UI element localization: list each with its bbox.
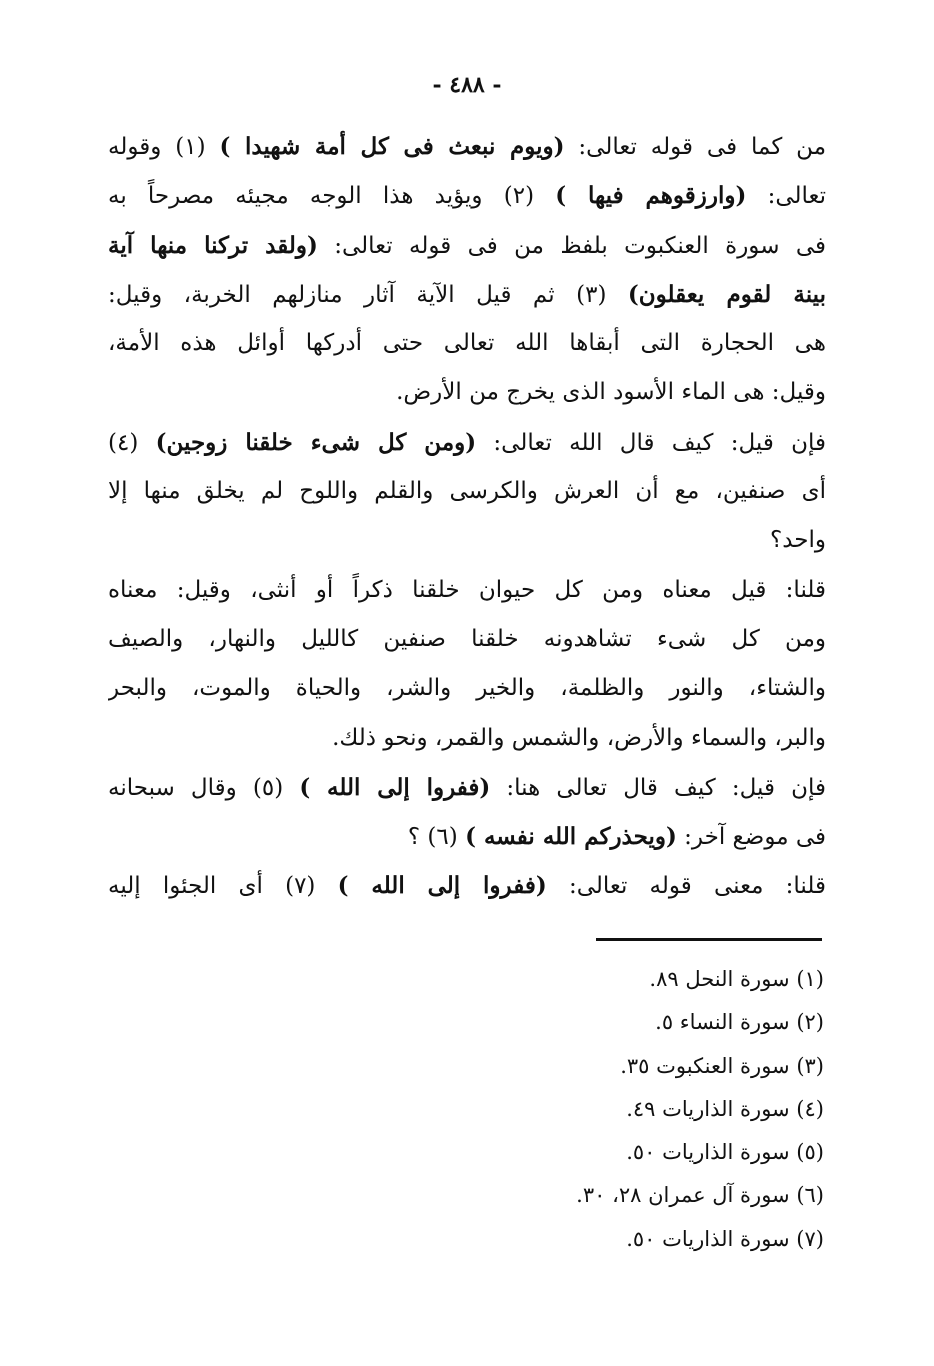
body-line (108, 467, 826, 516)
body-line (108, 714, 826, 763)
text-run: تعالى: (746, 183, 826, 210)
text-run: أى صنفين، مع أن العرش والكرسى والقلم واللوح لم يخلق منها إلا (108, 478, 826, 505)
text-run: والبر، والسماء والأرض، والشمس والقمر، ونحو ذلك. (332, 724, 826, 751)
text-run: (٦) ؟ (407, 824, 466, 851)
text-run: واحد؟ (770, 527, 826, 554)
footnotes-list (440, 958, 824, 1261)
body-line (108, 418, 826, 467)
text-run: (٢) ويؤيد هذا الوجه مجيئه مصرحاً به (108, 183, 556, 210)
quran-quote: (ومن كل شىء خلقنا زوجين) (155, 428, 477, 456)
text-run: (١) وقوله (108, 134, 220, 160)
body-line (108, 171, 826, 220)
body-line (108, 368, 826, 417)
quran-quote: (ويحذركم الله نفسه ) (465, 823, 677, 851)
quran-quote: (وارزقوهم فيها ) (555, 182, 747, 210)
footnote-item: (٦) سورة آل عمران ٢٨، ٣٠. (576, 1183, 824, 1208)
body-line (108, 566, 826, 615)
body-line (108, 615, 826, 664)
footnote-item: (٧) سورة الذاريات ٥٠. (626, 1226, 824, 1251)
footnote-item: (٣) سورة العنكبوت ٣٥. (620, 1053, 824, 1078)
text-run: (٣) ثم قيل الآية آثار منازلهم الخربة، وقيل: (108, 281, 628, 308)
quran-quote: بينة لقوم يعقلون) (627, 280, 826, 308)
text-run: قلنا: معنى قوله تعالى: (546, 873, 826, 900)
body-line (108, 664, 826, 713)
text-run: (٥) وقال سبحانه (108, 774, 300, 801)
body-line (108, 319, 826, 368)
quran-quote: (ويوم نبعث فى كل أمة شهيدا ) (219, 133, 565, 160)
text-run: هى الحجارة التى أبقاها الله تعالى حتى أدركها أوائل هذه الأمة، (108, 330, 826, 357)
body-line (108, 812, 826, 861)
body-text (108, 122, 826, 911)
footnote-item: (٤) سورة الذاريات ٤٩. (626, 1096, 824, 1121)
text-run: (٧) أى الجئوا إليه (108, 873, 338, 900)
body-line (108, 861, 826, 910)
quran-quote: (ففروا إلى الله ) (299, 773, 491, 801)
text-run: قلنا: قيل معناه ومن كل حيوان خلقنا ذكراً أو أنثى، وقيل: معناه (108, 576, 826, 603)
footnote-item: (٢) سورة النساء ٥. (655, 1010, 824, 1035)
page-number: - ٤٨٨ - (432, 72, 502, 98)
body-line (108, 221, 826, 270)
text-run: فإن قيل: كيف قال الله تعالى: (476, 429, 826, 456)
body-line (108, 122, 826, 171)
text-run: فإن قيل: كيف قال تعالى هنا: (490, 774, 826, 801)
footnote-item: (١) سورة النحل ٨٩. (649, 967, 824, 991)
quran-quote: (ولقد تركنا منها آية (108, 231, 318, 259)
text-run: فى سورة العنكبوت بلفظ من فى قوله تعالى: (317, 232, 826, 259)
text-run: والشتاء، والنور والظلمة، والخير والشر، والحياة والموت، والبحر (108, 675, 826, 702)
body-line (108, 763, 826, 812)
text-run: (٤) (108, 429, 156, 456)
text-run: من كما فى قوله تعالى: (564, 134, 826, 160)
footnote-divider (596, 938, 822, 941)
text-run: فى موضع آخر: (676, 824, 826, 851)
body-line (108, 516, 826, 565)
text-run: ومن كل شىء تشاهدونه خلقنا صنفين كالليل والنهار، والصيف (108, 625, 826, 652)
footnote-item: (٥) سورة الذاريات ٥٠. (626, 1140, 824, 1165)
text-run: وقيل: هى الماء الأسود الذى يخرج من الأرض. (396, 379, 826, 406)
quran-quote: (ففروا إلى الله ) (337, 872, 547, 900)
body-line (108, 270, 826, 319)
